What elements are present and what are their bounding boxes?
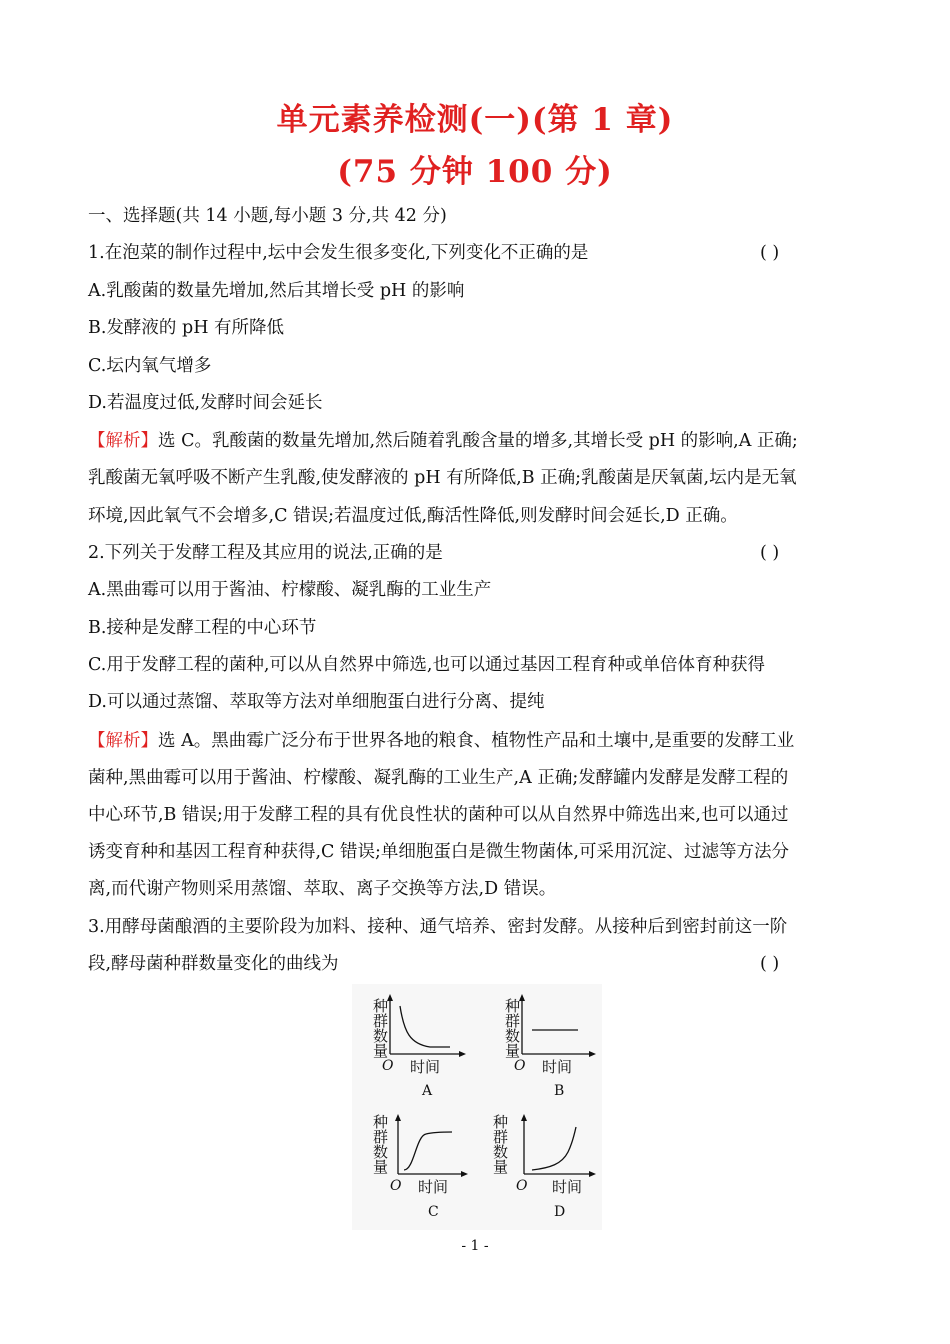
q2-option-b: B.接种是发酵工程的中心环节 <box>88 618 317 638</box>
graph-c-ylabel: 种群数量 <box>371 1114 389 1174</box>
graph-c-origin: O <box>390 1178 402 1194</box>
q3-stem-line-1: 3.用酵母菌酿酒的主要阶段为加料、接种、通气培养、密封发酵。从接种后到密封前这一阶 <box>88 917 788 937</box>
graph-c-label: C <box>428 1204 439 1220</box>
graph-b-ylabel: 种群数量 <box>503 998 521 1058</box>
q2-stem: 2.下列关于发酵工程及其应用的说法,正确的是 <box>88 543 443 563</box>
graph-c-xlabel: 时间 <box>418 1178 449 1196</box>
graph-b-label: B <box>554 1083 565 1099</box>
page-number: - 1 - <box>461 1238 489 1254</box>
q1-explanation-line-1 <box>88 429 798 453</box>
q1-option-d: D.若温度过低,发酵时间会延长 <box>88 393 323 413</box>
q2-option-c: C.用于发酵工程的菌种,可以从自然界中筛选,也可以通过基因工程育种或单倍体育种获得 <box>88 655 765 675</box>
q1-explanation-text: 选 C。乳酸菌的数量先增加,然后随着乳酸含量的增多,其增长受 pH 的影响,A 正确; <box>158 431 798 451</box>
graph-a-ylabel: 种群数量 <box>371 998 389 1058</box>
graph-d-label: D <box>554 1204 566 1220</box>
q1-option-c: C.坛内氧气增多 <box>88 356 212 376</box>
q1-option-b: B.发酵液的 pH 有所降低 <box>88 318 285 338</box>
q2-explanation-line-5: 离,而代谢产物则采用蒸馏、萃取、离子交换等方法,D 错误。 <box>88 879 557 899</box>
page-title: 单元素养检测(一)(第 1 章) <box>276 102 674 138</box>
section-heading: 一、选择题(共 14 小题,每小题 3 分,共 42 分) <box>88 206 447 226</box>
q1-explanation-line-2: 乳酸菌无氧呼吸不断产生乳酸,使发酵液的 pH 有所降低,B 正确;乳酸菌是厌氧菌,坛内是无氧 <box>88 468 797 488</box>
q2-option-d: D.可以通过蒸馏、萃取等方法对单细胞蛋白进行分离、提纯 <box>88 692 545 712</box>
q2-explanation-line-1 <box>88 729 794 753</box>
graph-a-origin: O <box>382 1058 394 1074</box>
q3-answer-blank: ( ) <box>760 954 780 974</box>
q2-explanation-line-4: 诱变育种和基因工程育种获得,C 错误;单细胞蛋白是微生物菌体,可采用沉淀、过滤等方法分 <box>88 842 789 862</box>
population-curves-figure <box>352 984 602 1230</box>
graph-a-label: A <box>422 1083 433 1099</box>
graph-d-origin: O <box>516 1178 528 1194</box>
graph-a-xlabel: 时间 <box>410 1058 441 1076</box>
graph-d-ylabel: 种群数量 <box>491 1114 509 1174</box>
graph-b-xlabel: 时间 <box>542 1058 573 1076</box>
q2-analysis-tag: 【解析】 <box>88 731 158 751</box>
graph-d-xlabel: 时间 <box>552 1178 583 1196</box>
q1-analysis-tag: 【解析】 <box>88 431 158 451</box>
q1-explanation-line-3: 环境,因此氧气不会增多,C 错误;若温度过低,酶活性降低,则发酵时间会延长,D 正确。 <box>88 506 738 526</box>
q2-explanation-line-3: 中心环节,B 错误;用于发酵工程的具有优良性状的菌种可以从自然界中筛选出来,也可以通过 <box>88 805 789 825</box>
q1-stem: 1.在泡菜的制作过程中,坛中会发生很多变化,下列变化不正确的是 <box>88 243 589 263</box>
q2-explanation-text: 选 A。黑曲霉广泛分布于世界各地的粮食、植物性产品和土壤中,是重要的发酵工业 <box>158 731 795 751</box>
graph-b-origin: O <box>514 1058 526 1074</box>
q1-answer-blank: ( ) <box>760 243 780 263</box>
q2-option-a: A.黑曲霉可以用于酱油、柠檬酸、凝乳酶的工业生产 <box>88 580 492 600</box>
q3-stem-line-2: 段,酵母菌种群数量变化的曲线为 <box>88 954 339 974</box>
q2-explanation-line-2: 菌种,黑曲霉可以用于酱油、柠檬酸、凝乳酶的工业生产,A 正确;发酵罐内发酵是发酵工程的 <box>88 768 789 788</box>
page-subtitle: (75 分钟 100 分) <box>337 154 613 190</box>
q1-option-a: A.乳酸菌的数量先增加,然后其增长受 pH 的影响 <box>88 281 465 301</box>
q2-answer-blank: ( ) <box>760 543 780 563</box>
